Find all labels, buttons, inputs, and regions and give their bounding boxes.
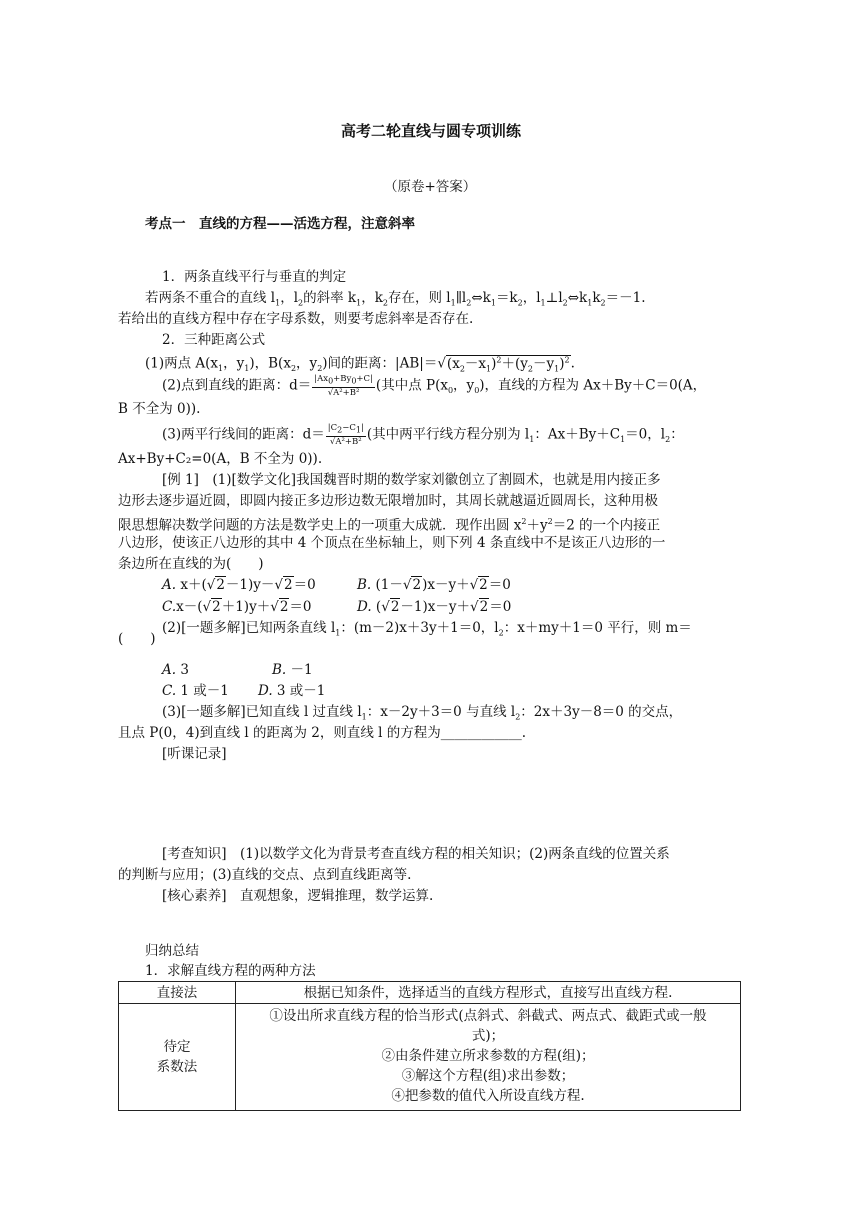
example-2-line-1: (2)[一题多解]已知两条直线 $l_1$：(m－2)x＋3y＋1＝0，$l_2$：x＋my＋1＝0 平行，则 m＝ (162, 620, 692, 638)
example-1-line-2: 边形去逐步逼近圆，即圆内接正多边形边数无限增加时，其周长就越逼近圆周长，这种用极 (118, 493, 658, 509)
distance-formula-3-line-1: (3)两平行线间的距离：d＝ $\frac{|C_2-C_1|}{\text{√A²+B²}}$ (其中两平行线方程分别为 $l_1$：$Ax+By+C_1=0$，$l_2$： (162, 423, 684, 447)
distance-formula-3-line-2: Ax+By+C₂=0(A，B 不全为 0)). (118, 451, 323, 467)
example-1-line-3: 限思想解决数学问题的方法是数学史上的一项重大成就．现作出圆 $x^2+y^2=2$ 的一个内接正 (118, 517, 661, 534)
option-1d: D. (√2－1)x－y＋√2＝0 (357, 599, 512, 615)
example-3-line-1: (3)[一题多解]已知直线 l 过直线 $l_1$：x－2y＋3＝0 与直线 $l_2$：2x＋3y－8＝0 的交点， (162, 704, 683, 722)
summary-heading: 归纳总结 (145, 943, 199, 959)
knowledge-line-2: 的判断与应用；(3)直线的交点、点到直线距离等. (118, 867, 412, 883)
option-1b: B. (1－√2)x－y＋√2＝0 (357, 577, 511, 593)
example-1-line-1: [例 1] (1)[数学文化]我国魏晋时期的数学家刘徽创立了割圆术，也就是用内接正多 (162, 472, 661, 488)
methods-table (118, 981, 741, 1111)
option-1c: C.x－(√2＋1)y＋√2＝0 (162, 599, 312, 615)
distance-formula-1: (1)两点 $A(x_1$，$y_1$)，$B(x_2$，$y_2$)间的距离：$|AB|=√(x_2-x_1)^2+(y_2-y_1)^2$. (145, 355, 575, 374)
example-1-line-5: 条边所在直线的为( ) (118, 556, 264, 572)
item-2-heading: 2．三种距离公式 (162, 332, 266, 348)
core-literacy: [核心素养] 直观想象，逻辑推理，数学运算. (162, 888, 434, 904)
table-step-2: ②由条件建立所求参数的方程(组)； (381, 1048, 595, 1064)
table-step-1: ①设出所求直线方程的恰当形式(点斜式、斜截式、两点式、截距式或一般 (269, 1008, 707, 1024)
distance-formula-2-line-2: B 不全为 0)). (118, 401, 201, 417)
table-body-direct: 根据已知条件，选择适当的直线方程形式，直接写出直线方程. (236, 982, 741, 1004)
option-2c: C. 1 或－1 (162, 683, 229, 699)
table-body-undetermined (236, 1004, 741, 1111)
option-2d: D. 3 或－1 (258, 683, 326, 699)
option-2b: B. －1 (272, 662, 313, 678)
example-2-line-2: ( ) (118, 631, 156, 647)
example-1-line-4: 八边形，使该正八边形的其中 4 个顶点在坐标轴上，则下列 4 条直线中不是该正八边形的一 (118, 535, 666, 551)
table-row (119, 1004, 741, 1111)
table-step-1-cont: 式)； (471, 1028, 505, 1044)
table-step-3: ③解这个方程(组)求出参数； (401, 1068, 575, 1084)
item-1-heading: 1．两条直线平行与垂直的判定 (162, 269, 347, 285)
summary-item-1: 1．求解直线方程的两种方法 (145, 963, 316, 979)
option-1a: A. x＋(√2－1)y－√2＝0 (162, 577, 316, 593)
table-head-undetermined (119, 1004, 236, 1111)
example-3-line-2: 且点 P(0，4)到直线 l 的距离为 2，则直线 l 的方程为____________. (118, 725, 527, 741)
table-step-4: ④把参数的值代入所设直线方程. (391, 1088, 585, 1104)
table-head-direct: 直接法 (119, 982, 236, 1004)
knowledge-line-1: [考查知识] (1)以数学文化为背景考查直线方程的相关知识；(2)两条直线的位置关系 (162, 846, 670, 862)
table-head-undetermined-line-1: 待定 (163, 1039, 191, 1055)
distance-formula-2-line-1: (2)点到直线的距离：d＝ $\frac{|Ax_0+By_0+C|}{\text{√A²+B²}}$ (其中点 $P(x_0$，$y_0$)，直线的方程为 Ax＋By＋C＝0(A， (162, 374, 707, 398)
page-subtitle: （原卷+答案） (384, 179, 477, 195)
option-2a: A. 3 (162, 662, 189, 678)
item-1-line-1: 若两条不重合的直线 $l_1$，$l_2$的斜率 $k_1$，$k_2$存在，则 $l_1\parallel l_2\Leftrightarrow k_1=k_2$，$l_1\perp l_2\Leftrightarrow k_1k_2=-1$. (145, 290, 646, 308)
table-head-undetermined-line-2: 系数法 (156, 1059, 198, 1075)
lecture-notes-label: [听课记录] (162, 746, 227, 762)
item-1-line-2: 若给出的直线方程中存在字母系数，则要考虑斜率是否存在. (118, 311, 474, 327)
table-row (119, 982, 741, 1004)
section-heading: 考点一 直线的方程——活选方程，注意斜率 (145, 216, 415, 232)
page-title: 高考二轮直线与圆专项训练 (341, 122, 522, 140)
